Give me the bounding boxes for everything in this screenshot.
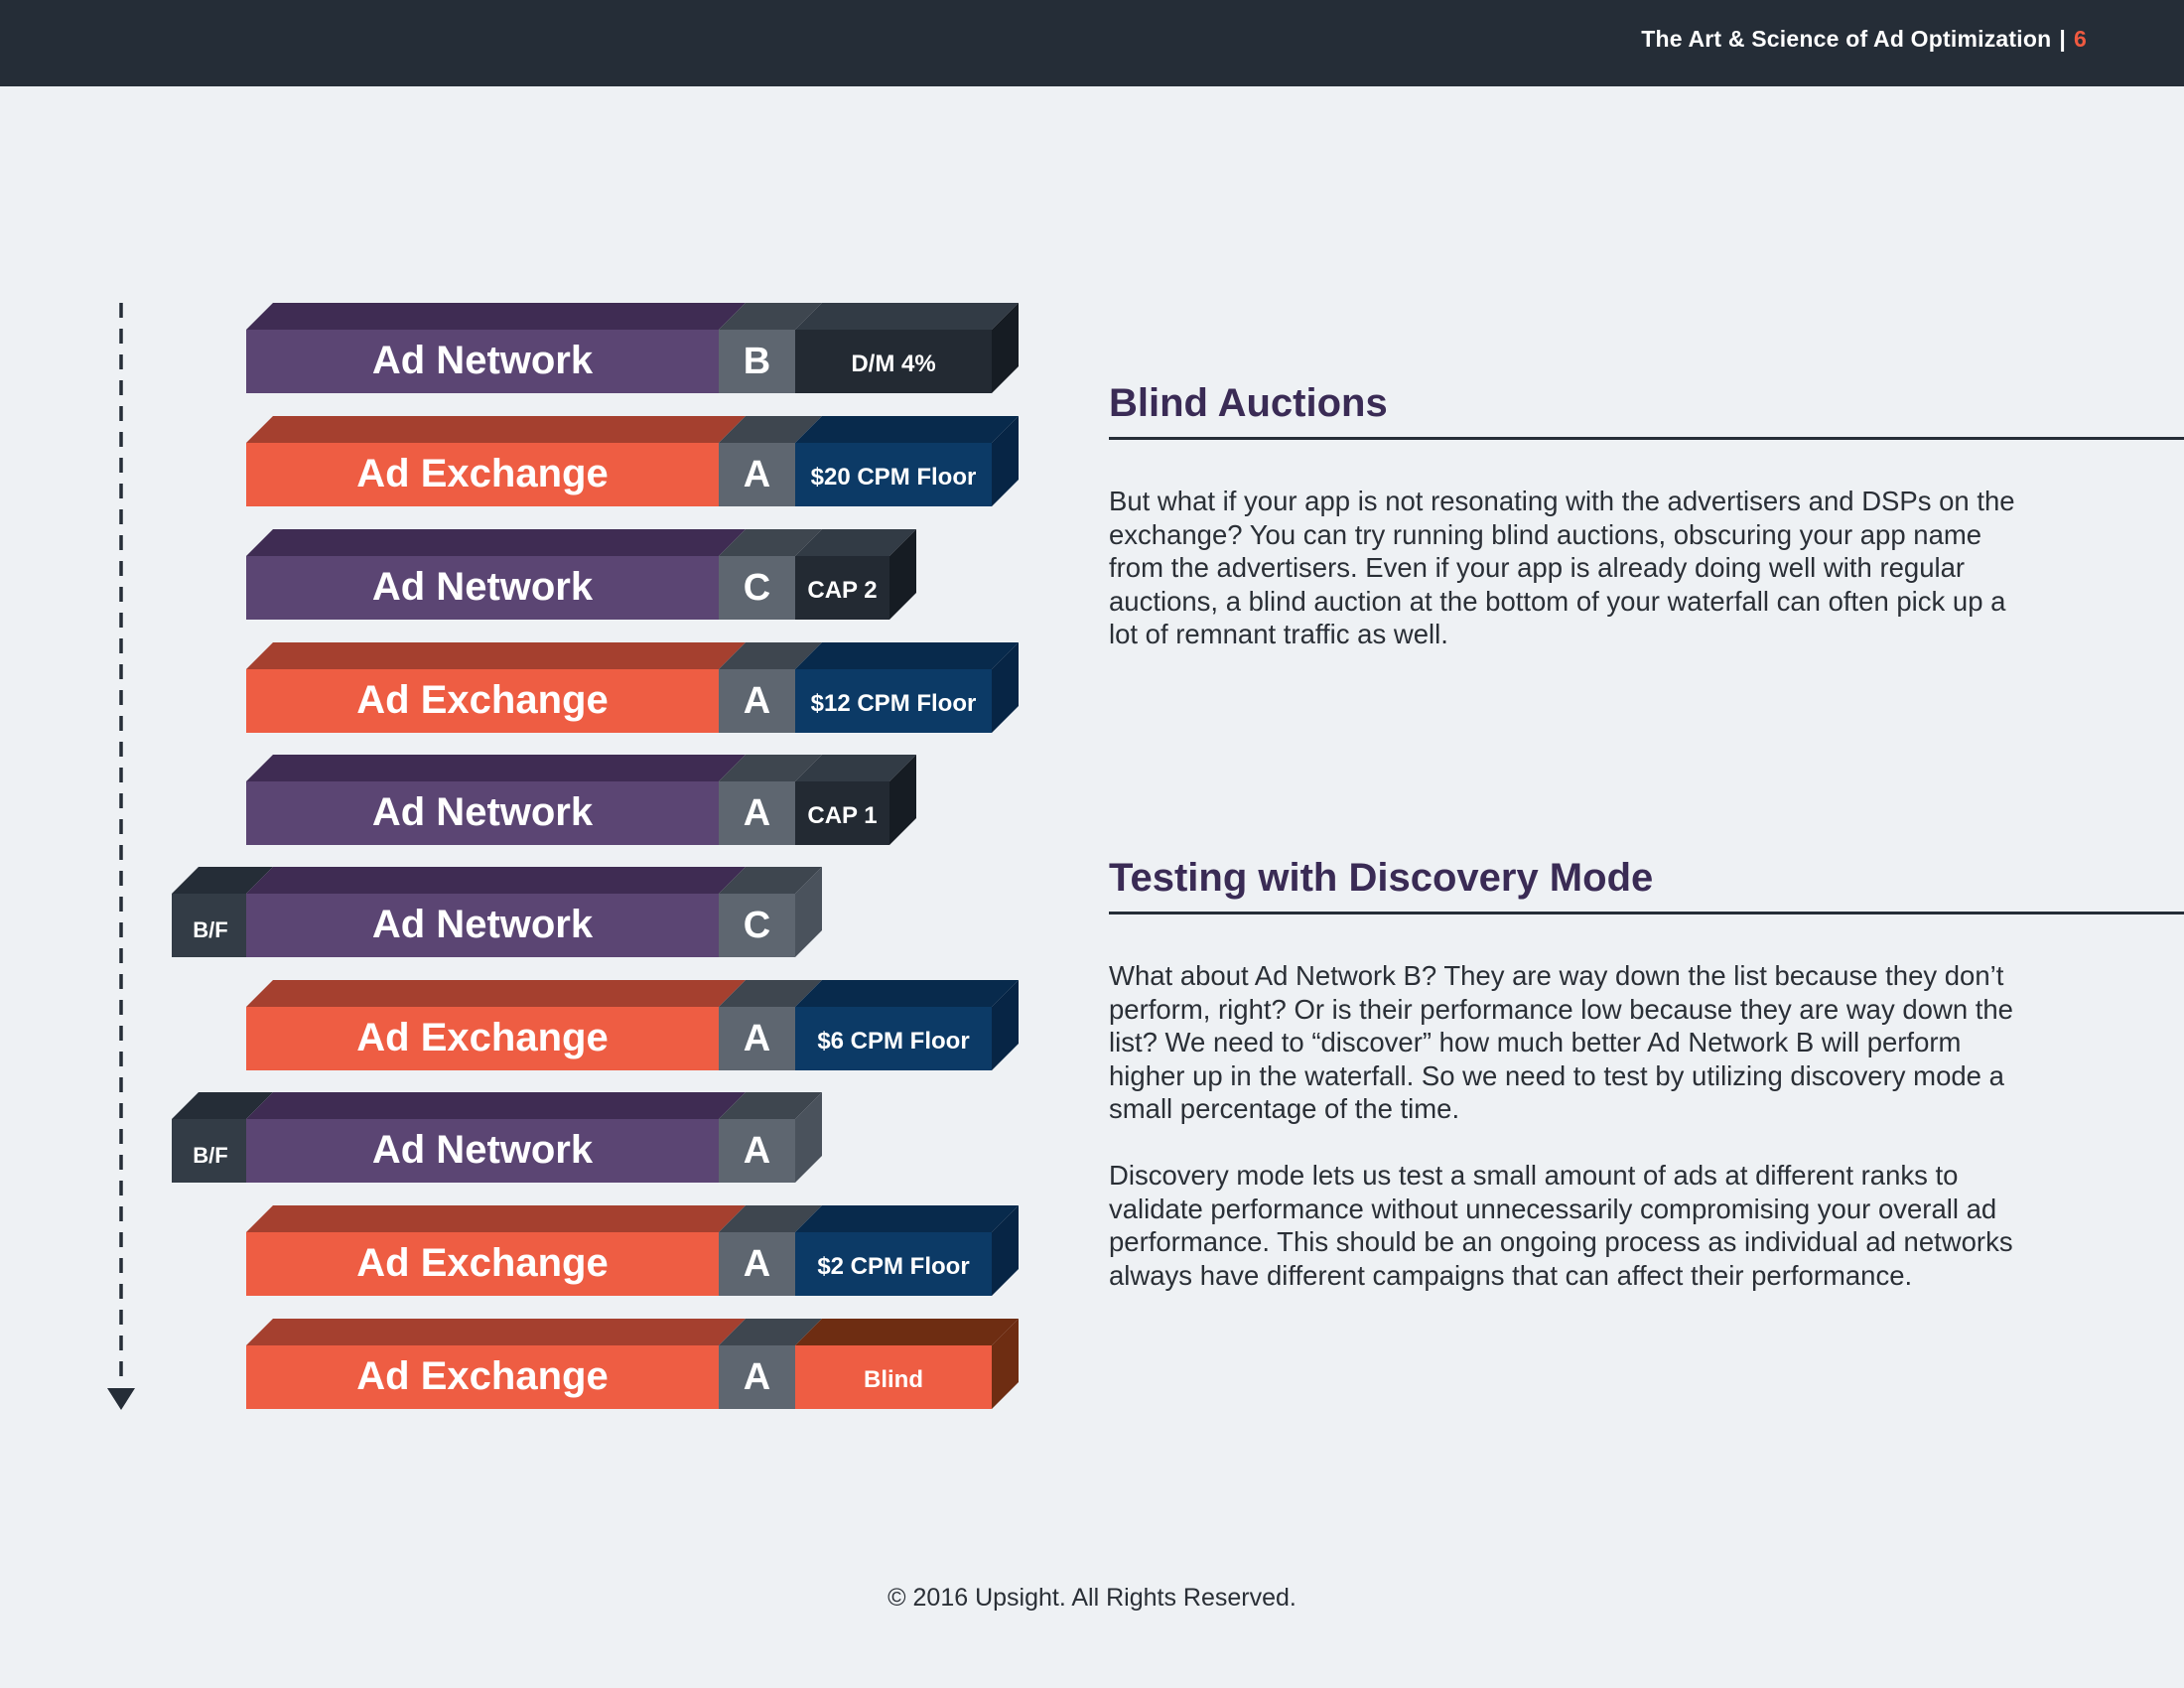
page-number: 6 [2074,26,2087,52]
waterfall-row [246,303,1019,393]
rule-label: D/M 4% [851,351,936,377]
source-box-top [246,642,746,669]
rule-label: CAP 2 [807,577,878,604]
paragraph-blind-auctions: But what if your app is not resonating with the advertisers and DSPs on the exchange? You can try running blind auctions, obscuring your app name from the advertisers. Even if your app is already doing well with regular auctions, a blind auction at the bottom of your waterfall can often pick up a lot of remnant traffic as well. [1109,486,2015,649]
rule-label: CAP 1 [807,802,878,829]
rule-label: $2 CPM Floor [817,1253,970,1280]
section-heading-discovery-mode: Testing with Discovery Mode [1109,856,1654,900]
source-name: Ad Exchange [356,678,609,722]
waterfall-row [172,867,822,957]
source-box-top [246,303,746,330]
priority-letter: A [743,1243,771,1285]
priority-letter: A [743,1130,771,1172]
waterfall-row [246,755,916,845]
source-name: Ad Network [371,790,594,834]
rule-box-top [795,303,1019,330]
source-name: Ad Network [371,339,594,382]
source-name: Ad Exchange [356,452,609,495]
priority-letter: A [743,792,771,834]
document-title: The Art & Science of Ad Optimization [1641,26,2052,52]
source-box-top [246,1319,746,1345]
waterfall-arrow-head [107,1388,135,1410]
source-box-top [246,416,746,443]
source-box-top [246,1092,746,1119]
priority-letter: C [743,567,771,609]
section-rule-discovery-mode [1109,912,2184,914]
paragraph-discovery-mode-1: What about Ad Network B? They are way down the list because they don’t perform, right? Or is their performance low because they are way down the list? We need to “discover” how much better Ad Network B will perform higher up in the waterfall. So we need to test by utilizing discovery mode a small percentage of the time. [1109,960,2013,1124]
priority-letter: A [743,1018,771,1059]
waterfall-row [246,980,1019,1070]
rule-label: $6 CPM Floor [817,1028,970,1055]
source-name: Ad Network [371,903,594,946]
source-box-top [246,980,746,1007]
priority-letter: C [743,905,771,946]
source-name: Ad Network [371,565,594,609]
priority-letter: A [743,1356,771,1398]
source-box-top [246,867,746,894]
source-box-top [246,755,746,781]
section-heading-blind-auctions: Blind Auctions [1109,381,1388,425]
source-name: Ad Exchange [356,1354,609,1398]
rule-box-top [795,1319,1019,1345]
source-name: Ad Network [371,1128,594,1172]
header-title-group [1641,26,2087,53]
source-box-top [246,529,746,556]
blind-first-label: B/F [193,1143,228,1168]
rule-box-top [795,980,1019,1007]
priority-letter: A [743,454,771,495]
waterfall-row [246,642,1019,733]
copyright-footer: © 2016 Upsight. All Rights Reserved. [887,1584,1297,1612]
waterfall-row [246,529,916,620]
header-separator: | [2059,26,2066,52]
rule-box-top [795,416,1019,443]
waterfall-row [246,416,1019,506]
priority-letter: B [743,341,771,382]
rule-label: Blind [864,1366,923,1393]
section-rule-blind-auctions [1109,437,2184,440]
source-name: Ad Exchange [356,1241,609,1285]
waterfall-row [246,1205,1019,1296]
paragraph-discovery-mode-2: Discovery mode lets us test a small amount of ads at different ranks to validate performance without unnecessarily compromising your overall ad performance. This should be an ongoing process as individual ad networks always have different campaigns that can affect their performance. [1109,1160,2013,1291]
blind-first-label: B/F [193,917,228,942]
source-box-top [246,1205,746,1232]
rule-label: $12 CPM Floor [810,690,977,717]
rule-box-top [795,642,1019,669]
source-name: Ad Exchange [356,1016,609,1059]
waterfall-row [172,1092,822,1183]
waterfall-row [246,1319,1019,1409]
waterfall-diagram [0,0,1072,1450]
rule-box-top [795,1205,1019,1232]
priority-letter: A [743,680,771,722]
rule-label: $20 CPM Floor [810,464,977,491]
